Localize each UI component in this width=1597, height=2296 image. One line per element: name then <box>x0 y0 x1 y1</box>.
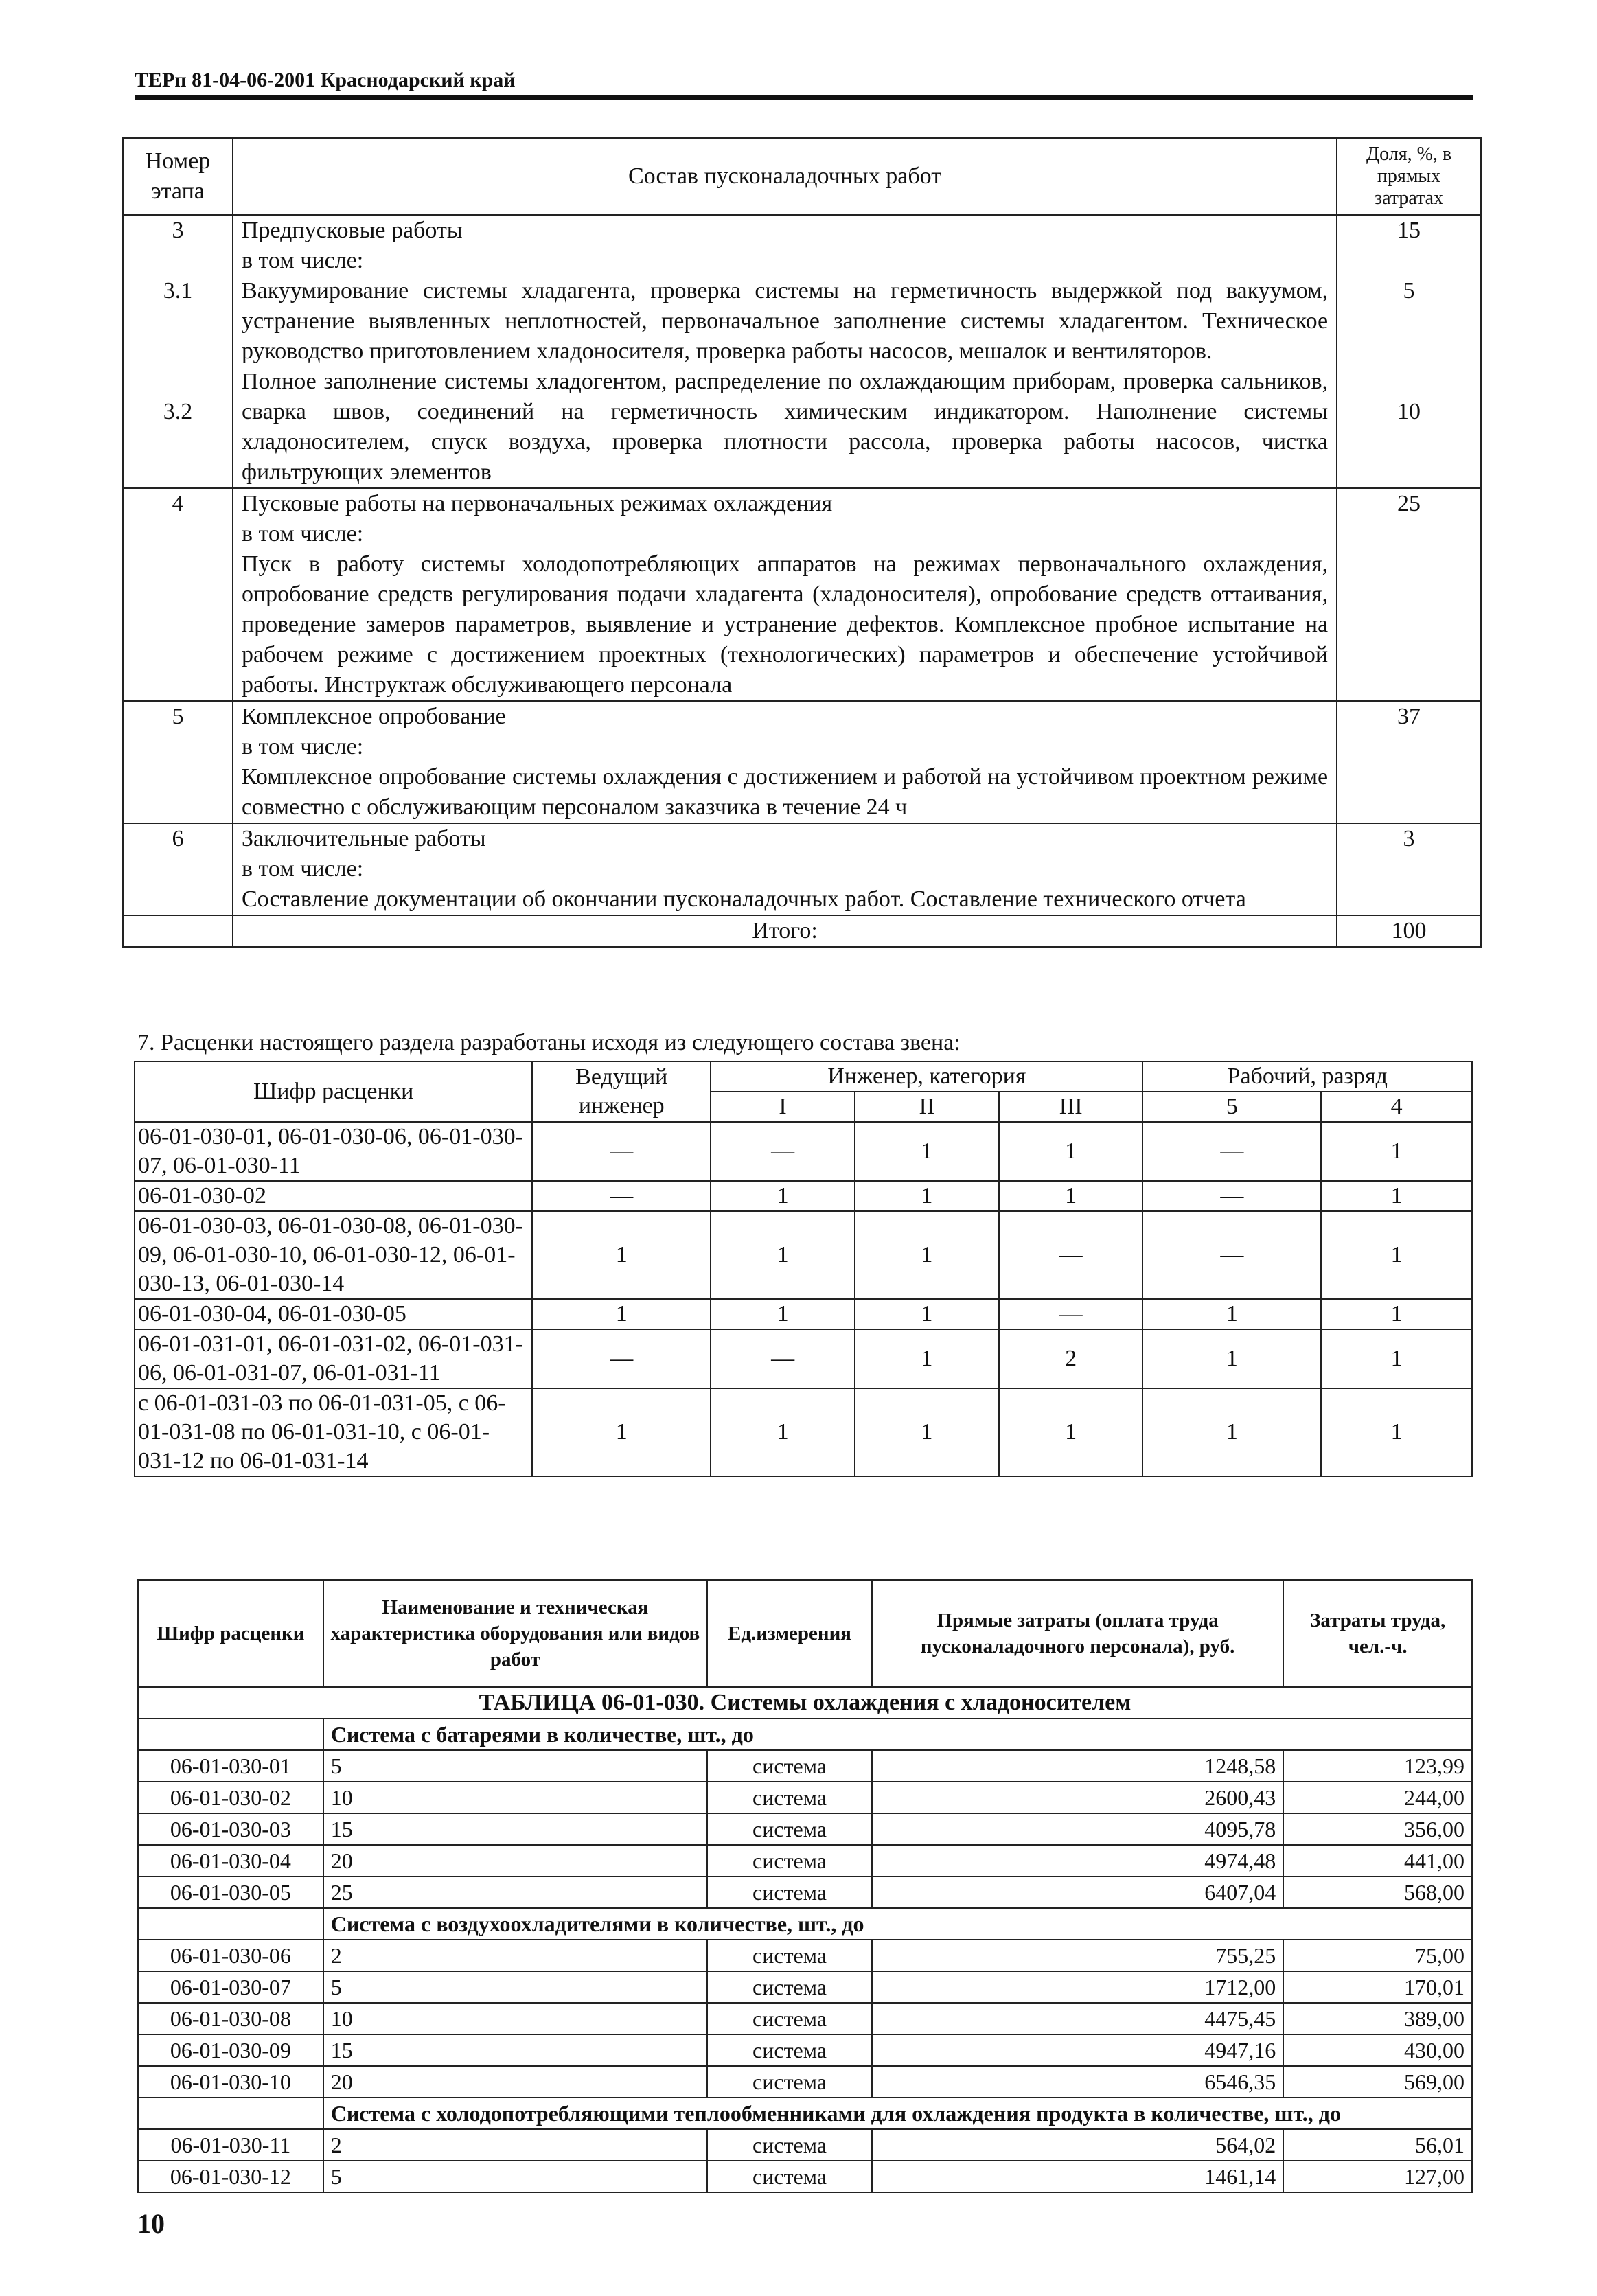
crew-count-cell: — <box>532 1329 711 1388</box>
crew-count-cell: — <box>1142 1211 1321 1299</box>
labor-cell: 123,99 <box>1283 1750 1472 1782</box>
table-row <box>123 215 1481 488</box>
name-cell: 5 <box>323 2161 707 2192</box>
stage-title: Пусковые работы на первоначальных режимах охлаждения <box>241 491 833 516</box>
labor-cell: 569,00 <box>1283 2066 1472 2098</box>
group-label: Система с батареями в количестве, шт., до <box>323 1719 1472 1750</box>
table-row <box>135 1211 1472 1299</box>
cost-cell: 755,25 <box>872 1940 1283 1971</box>
name-cell: 2 <box>323 2129 707 2161</box>
rate-code-cell: 06-01-030-07 <box>138 1971 323 2003</box>
group-label: Система с воздухоохладителями в количестве, шт., до <box>323 1908 1472 1940</box>
cost-cell: 1248,58 <box>872 1750 1283 1782</box>
table-row <box>138 2066 1472 2098</box>
table-row <box>138 1876 1472 1908</box>
total-value: 100 <box>1337 915 1481 947</box>
rate-code-cell: 06-01-030-01, 06-01-030-06, 06-01-030-07, 06-01-030-11 <box>135 1122 532 1181</box>
crew-count-cell: 1 <box>855 1181 999 1211</box>
table-row <box>135 1329 1472 1388</box>
unit-cell: система <box>707 1845 872 1876</box>
labor-cell: 56,01 <box>1283 2129 1472 2161</box>
labor-cell: 389,00 <box>1283 2003 1472 2034</box>
rate-code-cell: 06-01-030-03, 06-01-030-08, 06-01-030-09, 06-01-030-10, 06-01-030-12, 06-01-030-13, 06-01-030-14 <box>135 1211 532 1299</box>
stage-share-value: 15 <box>1397 218 1421 243</box>
crew-count-cell: 1 <box>532 1388 711 1476</box>
cost-cell: 6546,35 <box>872 2066 1283 2098</box>
column-header: Наименование и техническая характеристика оборудования или видов работ <box>323 1580 707 1687</box>
crew-count-cell: 1 <box>999 1181 1143 1211</box>
labor-cell: 356,00 <box>1283 1813 1472 1845</box>
empty-cell <box>138 1719 323 1750</box>
name-cell: 2 <box>323 1940 707 1971</box>
column-header: Состав пусконаладочных работ <box>233 138 1337 215</box>
crew-count-cell: — <box>999 1211 1143 1299</box>
stage-title: Заключительные работы <box>241 826 486 851</box>
empty-cell <box>138 1908 323 1940</box>
group-row <box>138 2098 1472 2129</box>
stage-number-value: 3.2 <box>163 399 193 424</box>
column-header: Прямые затраты (оплата труда пусконаладочного персонала), руб. <box>872 1580 1283 1687</box>
stage-detail: Полное заполнение системы хладогентом, распределение по охлаждающим приборам, проверка сальников, сварка швов, соединений на герметичность химическим индикатором. Наполнение системы хладоносителем, спуск воздуха, проверка плотности рассола, проверка работы насосов, чистка фильтрующих элементов <box>241 369 1329 485</box>
stage-subtitle: в том числе: <box>241 521 364 547</box>
crew-count-cell: 1 <box>1321 1211 1472 1299</box>
crew-count-cell: — <box>711 1122 855 1181</box>
crew-count-cell: 1 <box>855 1211 999 1299</box>
column-header: Ед.измерения <box>707 1580 872 1687</box>
crew-count-cell: 1 <box>855 1122 999 1181</box>
cost-cell: 4475,45 <box>872 2003 1283 2034</box>
stage-share <box>1337 215 1481 488</box>
stage-number <box>123 215 233 488</box>
stage-description <box>233 215 1337 488</box>
rate-code-cell: 06-01-030-11 <box>138 2129 323 2161</box>
name-cell: 10 <box>323 1782 707 1813</box>
table-header-row <box>123 138 1481 215</box>
table-row <box>138 2003 1472 2034</box>
stage-subtitle: в том числе: <box>241 734 364 759</box>
rate-code-cell: 06-01-030-03 <box>138 1813 323 1845</box>
price-table <box>137 1579 1473 2193</box>
name-cell: 25 <box>323 1876 707 1908</box>
crew-count-cell: — <box>532 1122 711 1181</box>
unit-cell: система <box>707 2034 872 2066</box>
table-row <box>135 1181 1472 1211</box>
total-row <box>123 915 1481 947</box>
unit-cell: система <box>707 2161 872 2192</box>
stage-share-value: 10 <box>1397 399 1421 424</box>
crew-count-cell: 1 <box>1321 1388 1472 1476</box>
stages-table <box>122 137 1482 948</box>
rate-code-cell: с 06-01-031-03 по 06-01-031-05, с 06-01-031-08 по 06-01-031-10, с 06-01-031-12 по 06-01-031-14 <box>135 1388 532 1476</box>
crew-count-cell: 1 <box>855 1299 999 1329</box>
rate-code-cell: 06-01-030-04 <box>138 1845 323 1876</box>
table-row <box>123 701 1481 823</box>
crew-count-cell: 1 <box>1321 1122 1472 1181</box>
crew-count-cell: 1 <box>1142 1388 1321 1476</box>
rate-code-cell: 06-01-030-04, 06-01-030-05 <box>135 1299 532 1329</box>
stage-title: Комплексное опробование <box>241 704 506 729</box>
labor-cell: 430,00 <box>1283 2034 1472 2066</box>
note-text: 7. Расценки настоящего раздела разработаны исходя из следующего состава звена: <box>137 1030 961 1055</box>
cost-cell: 4947,16 <box>872 2034 1283 2066</box>
table-row <box>138 1813 1472 1845</box>
table-row <box>138 1940 1472 1971</box>
stage-description <box>233 488 1337 701</box>
rate-code-cell: 06-01-030-02 <box>135 1181 532 1211</box>
stage-share: 37 <box>1337 701 1481 823</box>
table-row <box>138 2129 1472 2161</box>
column-header: Номер этапа <box>123 138 233 215</box>
name-cell: 10 <box>323 2003 707 2034</box>
crew-table <box>134 1061 1473 1477</box>
stage-number-value: 3 <box>172 218 184 243</box>
group-row <box>138 1719 1472 1750</box>
table-row <box>138 1782 1472 1813</box>
empty-cell <box>138 2098 323 2129</box>
unit-cell: система <box>707 1876 872 1908</box>
document-header: ТЕРп 81-04-06-2001 Краснодарский край <box>135 69 1473 100</box>
stage-share-value: 5 <box>1403 278 1415 303</box>
labor-cell: 127,00 <box>1283 2161 1472 2192</box>
price-table-body <box>138 1719 1472 2192</box>
table-title-row <box>138 1687 1472 1719</box>
cost-cell: 1461,14 <box>872 2161 1283 2192</box>
crew-count-cell: 2 <box>999 1329 1143 1388</box>
table-row <box>138 1750 1472 1782</box>
rate-code-cell: 06-01-031-01, 06-01-031-02, 06-01-031-06, 06-01-031-07, 06-01-031-11 <box>135 1329 532 1388</box>
table-row <box>138 2034 1472 2066</box>
total-label: Итого: <box>233 915 1337 947</box>
rate-code-cell: 06-01-030-12 <box>138 2161 323 2192</box>
table-row <box>138 2161 1472 2192</box>
column-subheader: I <box>711 1092 855 1122</box>
rate-code-cell: 06-01-030-06 <box>138 1940 323 1971</box>
crew-count-cell: 1 <box>855 1329 999 1388</box>
column-subheader: III <box>999 1092 1143 1122</box>
table-row <box>135 1388 1472 1476</box>
stage-subtitle: в том числе: <box>241 856 364 882</box>
stage-number: 6 <box>123 823 233 915</box>
stage-description <box>233 701 1337 823</box>
empty-cell <box>123 915 233 947</box>
table-row <box>138 1845 1472 1876</box>
table-header-row <box>138 1580 1472 1687</box>
name-cell: 15 <box>323 1813 707 1845</box>
crew-count-cell: 1 <box>711 1211 855 1299</box>
stage-number: 5 <box>123 701 233 823</box>
name-cell: 20 <box>323 1845 707 1876</box>
crew-count-cell: 1 <box>999 1122 1143 1181</box>
table-row <box>123 488 1481 701</box>
table-header-row <box>135 1061 1472 1092</box>
labor-cell: 75,00 <box>1283 1940 1472 1971</box>
crew-table-body <box>135 1122 1472 1476</box>
group-label: Система с холодопотребляющими теплообменниками для охлаждения продукта в количестве, шт., до <box>323 2098 1472 2129</box>
stage-number: 4 <box>123 488 233 701</box>
stage-detail: Комплексное опробование системы охлаждения с достижением и работой на устойчивом проектном режиме совместно с обслуживающим персоналом заказчика в течение 24 ч <box>241 764 1329 820</box>
crew-count-cell: 1 <box>711 1388 855 1476</box>
crew-count-cell: 1 <box>1321 1329 1472 1388</box>
cost-cell: 1712,00 <box>872 1971 1283 2003</box>
stage-subtitle: в том числе: <box>241 248 364 273</box>
labor-cell: 170,01 <box>1283 1971 1472 2003</box>
stage-detail: Составление документации об окончании пусконаладочных работ. Составление технического отчета <box>241 886 1246 912</box>
crew-count-cell: — <box>999 1299 1143 1329</box>
stage-share: 25 <box>1337 488 1481 701</box>
column-subheader: 5 <box>1142 1092 1321 1122</box>
crew-count-cell: 1 <box>1142 1299 1321 1329</box>
unit-cell: система <box>707 1813 872 1845</box>
table-row <box>138 1971 1472 2003</box>
labor-cell: 568,00 <box>1283 1876 1472 1908</box>
crew-count-cell: 1 <box>532 1211 711 1299</box>
stage-detail: Пуск в работу системы холодопотребляющих аппаратов на режимах первоначального охлаждения, опробование средств регулирования подачи хладагента (хладоносителя), опробование средств оттаивания, проведение замеров параметров, выявление и устранение дефектов. Комплексное пробное испытание на рабочем режиме с достижением проектных (технологических) параметров и обеспечение устойчивой работы. Инструктаж обслуживающего персонала <box>241 551 1329 698</box>
table-title: ТАБЛИЦА 06-01-030. Системы охлаждения с хладоносителем <box>138 1687 1472 1719</box>
crew-count-cell: 1 <box>1142 1329 1321 1388</box>
crew-count-cell: — <box>532 1181 711 1211</box>
rate-code-cell: 06-01-030-10 <box>138 2066 323 2098</box>
column-header: Шифр расценки <box>138 1580 323 1687</box>
cost-cell: 6407,04 <box>872 1876 1283 1908</box>
rate-code-cell: 06-01-030-05 <box>138 1876 323 1908</box>
unit-cell: система <box>707 2003 872 2034</box>
name-cell: 5 <box>323 1750 707 1782</box>
labor-cell: 441,00 <box>1283 1845 1472 1876</box>
crew-count-cell: — <box>1142 1122 1321 1181</box>
name-cell: 20 <box>323 2066 707 2098</box>
unit-cell: система <box>707 2066 872 2098</box>
crew-count-cell: 1 <box>711 1299 855 1329</box>
table-row <box>135 1299 1472 1329</box>
group-row <box>138 1908 1472 1940</box>
unit-cell: система <box>707 1971 872 2003</box>
crew-count-cell: — <box>1142 1181 1321 1211</box>
column-header: Доля, %, в прямых затратах <box>1337 138 1481 215</box>
cost-cell: 4095,78 <box>872 1813 1283 1845</box>
cost-cell: 564,02 <box>872 2129 1283 2161</box>
crew-count-cell: 1 <box>1321 1299 1472 1329</box>
unit-cell: система <box>707 1782 872 1813</box>
rate-code-cell: 06-01-030-02 <box>138 1782 323 1813</box>
column-header: Ведущий инженер <box>532 1061 711 1122</box>
name-cell: 5 <box>323 1971 707 2003</box>
rate-code-cell: 06-01-030-01 <box>138 1750 323 1782</box>
column-header: Затраты труда, чел.-ч. <box>1283 1580 1472 1687</box>
crew-count-cell: 1 <box>532 1299 711 1329</box>
column-header: Рабочий, разряд <box>1142 1061 1472 1092</box>
crew-count-cell: 1 <box>999 1388 1143 1476</box>
crew-count-cell: 1 <box>855 1388 999 1476</box>
unit-cell: система <box>707 2129 872 2161</box>
unit-cell: система <box>707 1750 872 1782</box>
stage-share: 3 <box>1337 823 1481 915</box>
stage-detail: Вакуумирование системы хладагента, проверка системы на герметичность выдержкой под вакуумом, устранение выявленных неплотностей, первоначальное заполнение системы хладагентом. Техническое руководство приготовлением хладоносителя, проверка работы насосов, мешалок и вентиляторов. <box>241 278 1329 364</box>
column-subheader: 4 <box>1321 1092 1472 1122</box>
name-cell: 15 <box>323 2034 707 2066</box>
table-row <box>135 1122 1472 1181</box>
stage-title: Предпусковые работы <box>241 218 463 243</box>
page-number: 10 <box>137 2208 165 2239</box>
crew-count-cell: — <box>711 1329 855 1388</box>
column-header: Шифр расценки <box>135 1061 532 1122</box>
stage-description <box>233 823 1337 915</box>
crew-count-cell: 1 <box>711 1181 855 1211</box>
crew-count-cell: 1 <box>1321 1181 1472 1211</box>
stage-number-value: 3.1 <box>163 278 193 303</box>
cost-cell: 4974,48 <box>872 1845 1283 1876</box>
rate-code-cell: 06-01-030-08 <box>138 2003 323 2034</box>
labor-cell: 244,00 <box>1283 1782 1472 1813</box>
column-header: Инженер, категория <box>711 1061 1142 1092</box>
column-subheader: II <box>855 1092 999 1122</box>
unit-cell: система <box>707 1940 872 1971</box>
rate-code-cell: 06-01-030-09 <box>138 2034 323 2066</box>
table-row <box>123 823 1481 915</box>
cost-cell: 2600,43 <box>872 1782 1283 1813</box>
